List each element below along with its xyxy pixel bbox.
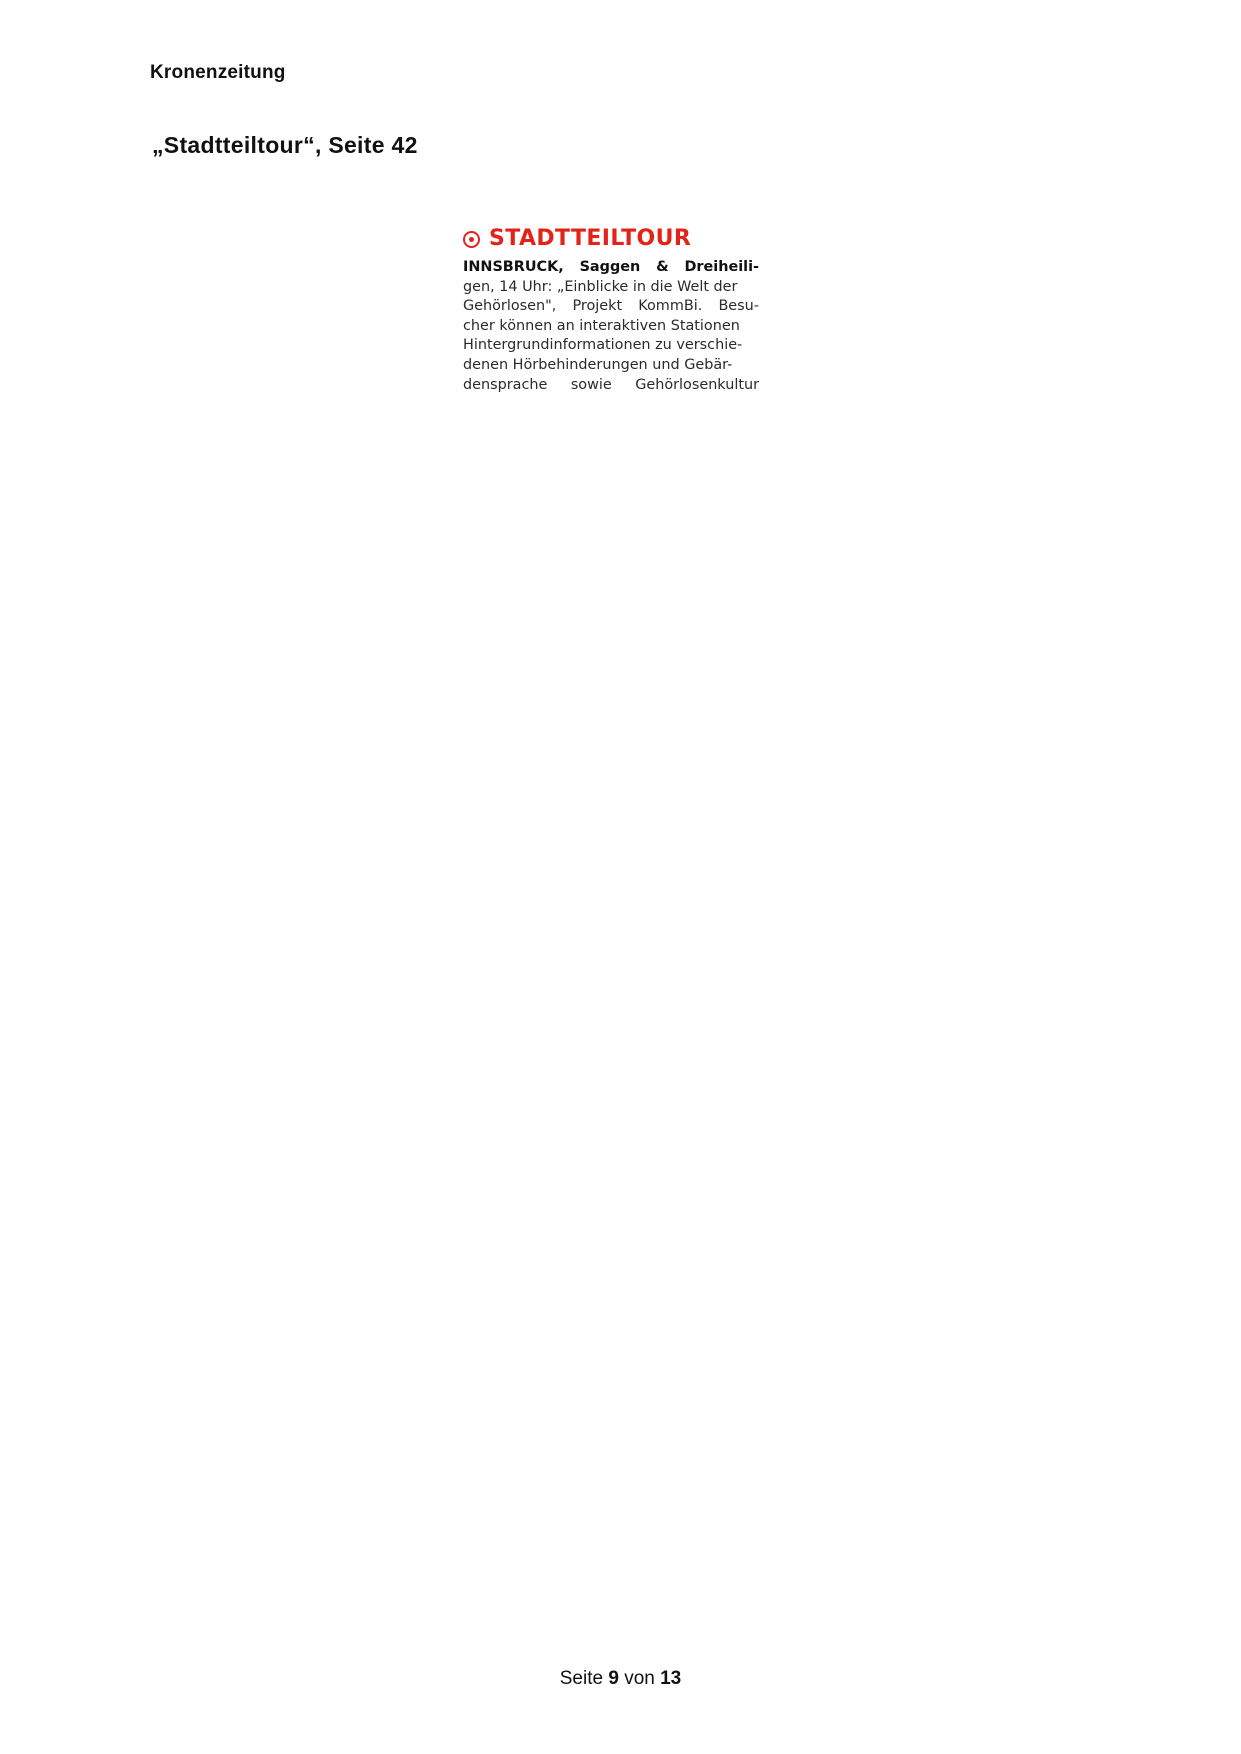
newspaper-clipping [463, 228, 763, 395]
clipping-title: STADTTEILTOUR [489, 226, 692, 251]
clipping-body-line-1: INNSBRUCK, Saggen & Dreiheili- [463, 259, 759, 275]
page-footer [0, 1668, 1241, 1690]
footer-page-number: 9 [608, 1668, 619, 1689]
footer-prefix: Seite [559, 1668, 604, 1689]
footer-total-pages: 13 [660, 1668, 682, 1689]
page-title: „Stadtteiltour“, Seite 42 [152, 132, 418, 158]
bullet-circle-icon [463, 231, 480, 248]
clipping-title-row [463, 228, 763, 250]
clipping-body-line-6: denen Hörbehinderungen und Gebär- [463, 356, 733, 373]
clipping-body-line-5: Hintergrundinformationen zu verschie- [463, 337, 743, 354]
clipping-body-line-4: cher können an interaktiven Stationen [463, 317, 740, 334]
clipping-body-line-3: Gehörlosen", Projekt KommBi. Besu- [463, 298, 759, 315]
clipping-body-line-7: densprache sowie Gehörlosenkultur [463, 376, 759, 393]
clipping-body [463, 258, 759, 395]
footer-middle: von [624, 1668, 655, 1689]
clipping-body-line-2: gen, 14 Uhr: „Einblicke in die Welt der [463, 278, 738, 295]
source-publication: Kronenzeitung [150, 62, 286, 83]
